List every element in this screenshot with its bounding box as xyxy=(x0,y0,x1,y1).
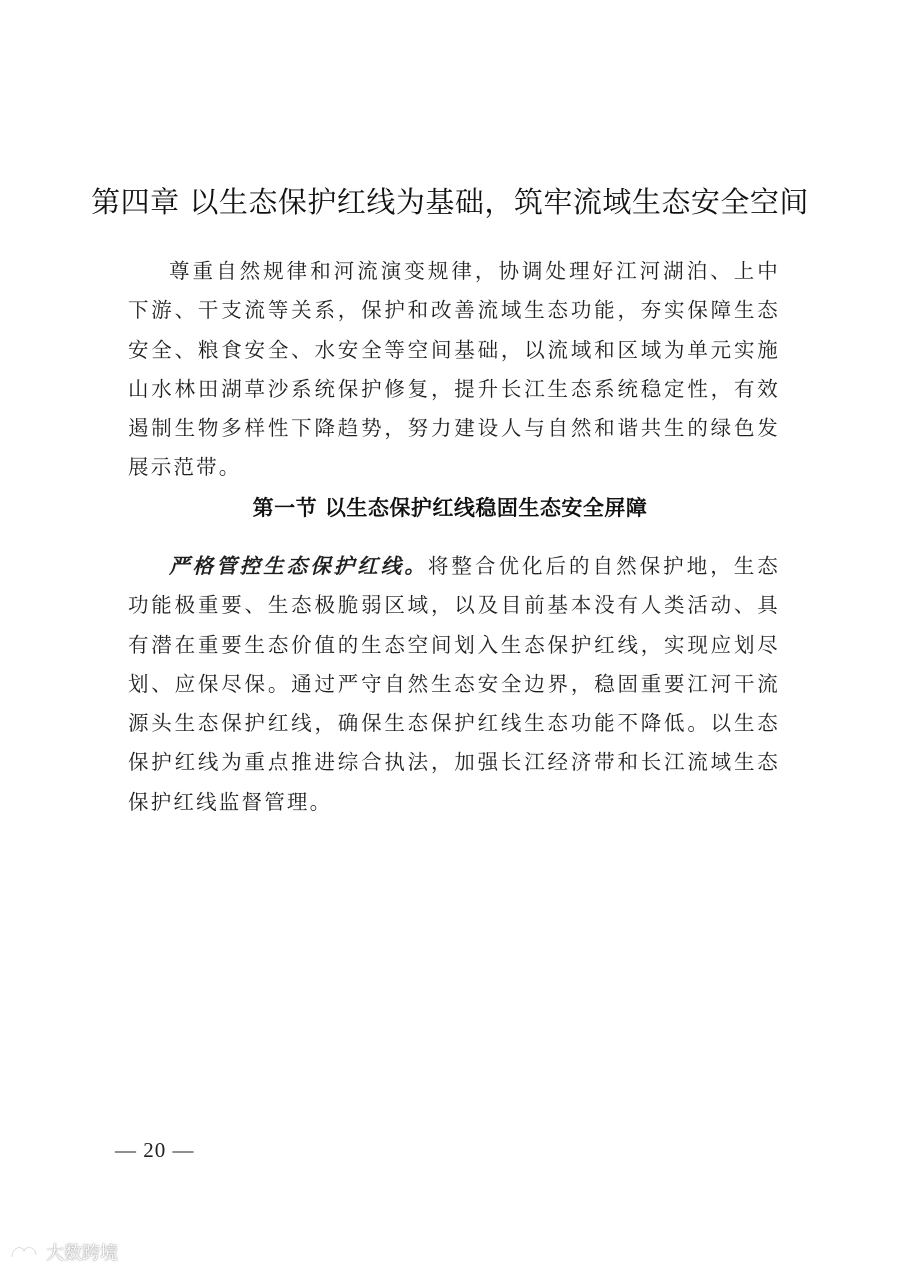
page-number: — 20 — xyxy=(115,1138,195,1162)
section-title: 第一节 以生态保护红线稳固生态安全屏障 xyxy=(252,496,648,520)
section-paragraph xyxy=(128,547,780,822)
chapter-intro-paragraph: 尊重自然规律和河流演变规律，协调处理好江河湖泊、上中下游、干支流等关系，保护和改善流域生态功能，夯实保障生态安全、粮食安全、水安全等空间基础，以流域和区域为单元实施山水林田湖草沙系统保护修复，提升长江生态系统稳定性，有效遏制生物多样性下降趋势，努力建设人与自然和谐共生的绿色发展示范带。 xyxy=(128,259,780,480)
paragraph-lead-in: 严格管控生态保护红线。 xyxy=(169,554,428,578)
chapter-title: 第四章 以生态保护红线为基础，筑牢流域生态安全空间 xyxy=(91,185,809,219)
paragraph-body: 将整合优化后的自然保护地，生态功能极重要、生态极脆弱区域，以及目前基本没有人类活动、具有潜在重要生态价值的生态空间划入生态保护红线，实现应划尽划、应保尽保。通过严守自然生态安全边界，稳固重要江河干流源头生态保护红线，确保生态保护红线生态功能不降低。以生态保护红线为重点推进综合执法，加强长江经济带和长江流域生态保护红线监督管理。 xyxy=(128,554,781,814)
watermark-text: 大数跨境 xyxy=(46,1243,118,1264)
watermark-logo-icon xyxy=(8,1241,42,1263)
watermark xyxy=(8,1239,118,1265)
